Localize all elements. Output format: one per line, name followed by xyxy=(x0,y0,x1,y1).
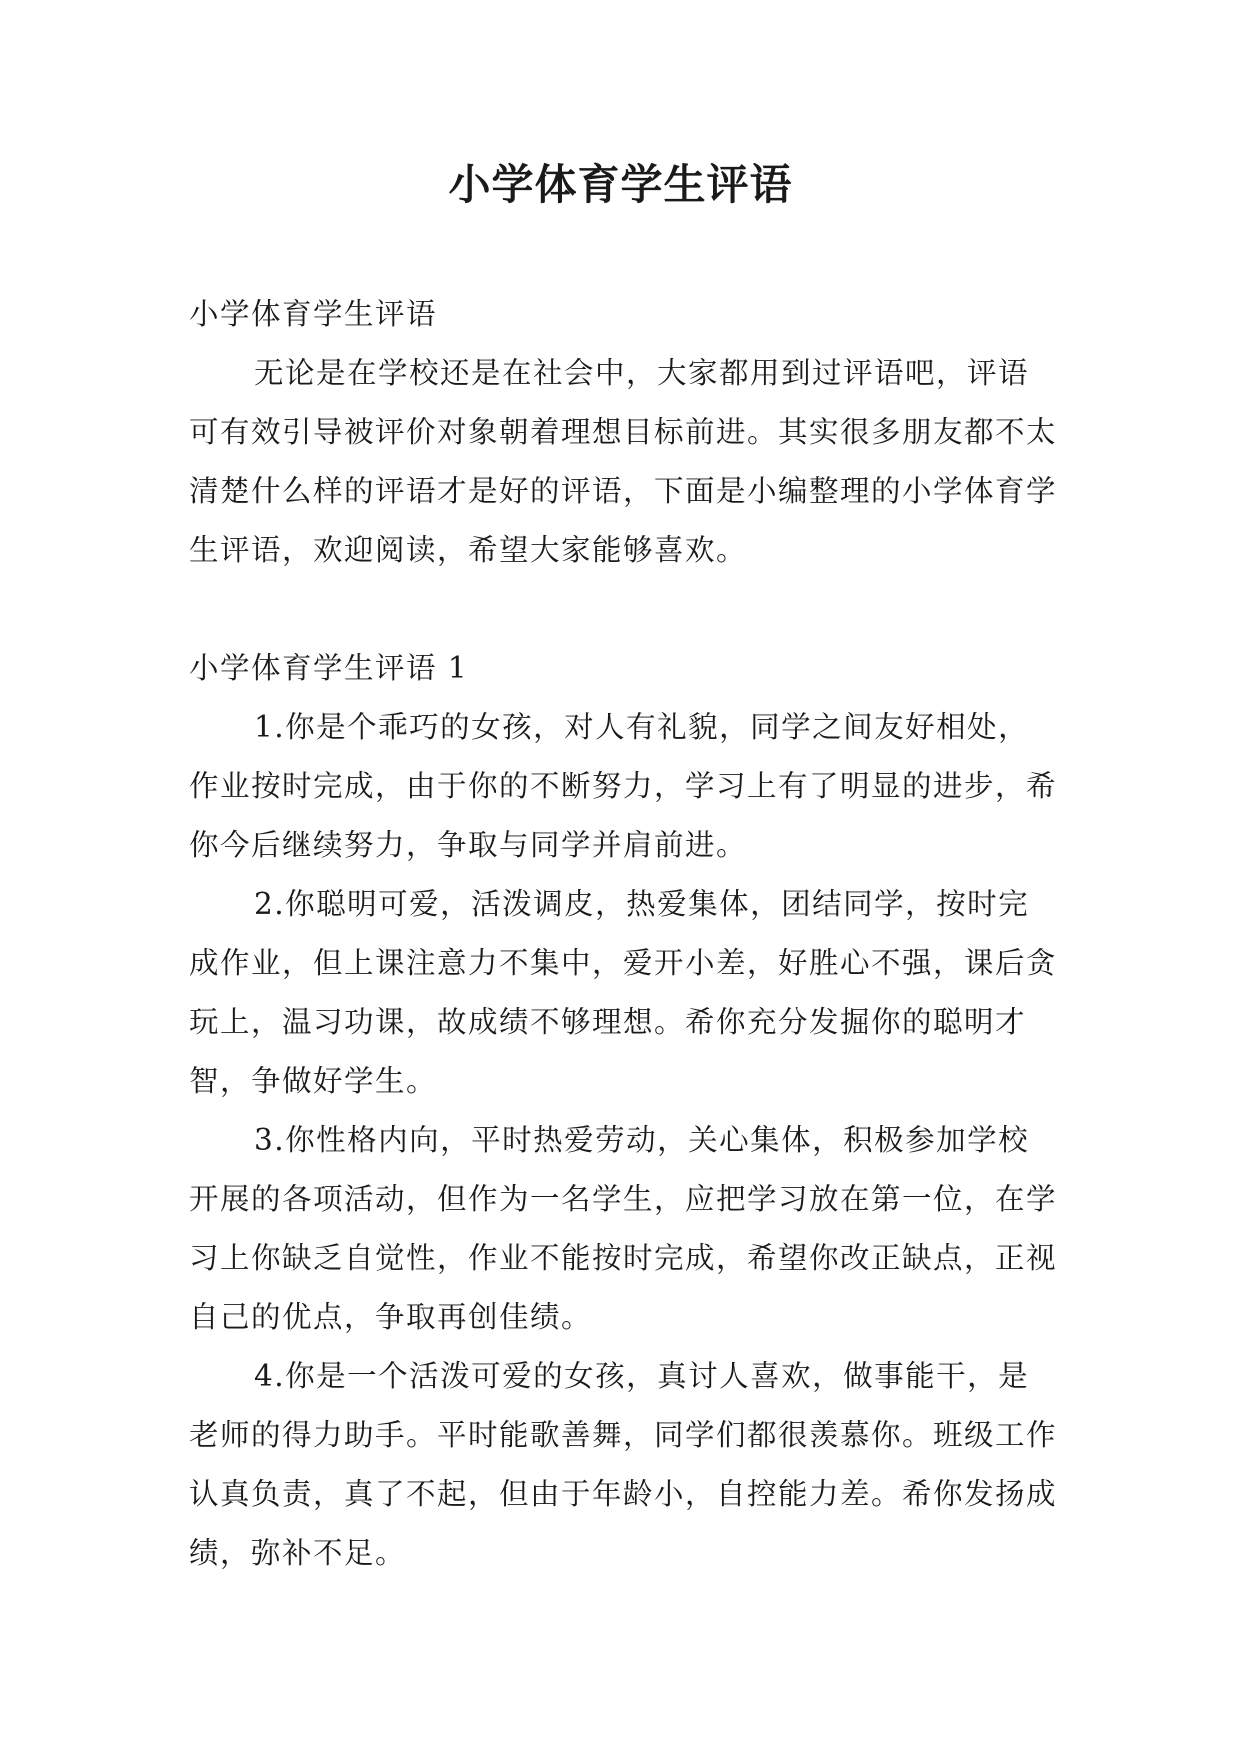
comment-item-1: 1.你是个乖巧的女孩，对人有礼貌，同学之间友好相处，作业按时完成，由于你的不断努力，学习上有了明显的进步，希你今后继续努力，争取与同学并肩前进。 xyxy=(189,710,1058,862)
document-body xyxy=(189,285,1059,1583)
paragraph-spacer xyxy=(189,580,1059,639)
section-heading: 小学体育学生评语 1 xyxy=(189,651,469,685)
comment-item-4: 4.你是一个活泼可爱的女孩，真讨人喜欢，做事能干，是老师的得力助手。平时能歌善舞，同学们都很羡慕你。班级工作认真负责，真了不起，但由于年龄小，自控能力差。希你发扬成绩，弥补不足。 xyxy=(189,1359,1058,1570)
comment-item-3: 3.你性格内向，平时热爱劳动，关心集体，积极参加学校开展的各项活动，但作为一名学生，应把学习放在第一位，在学习上你缺乏自觉性，作业不能按时完成，希望你改正缺点，正视自己的优点，争取再创佳绩。 xyxy=(189,1123,1058,1334)
intro-paragraph: 无论是在学校还是在社会中，大家都用到过评语吧，评语可有效引导被评价对象朝着理想目标前进。其实很多朋友都不太清楚什么样的评语才是好的评语，下面是小编整理的小学体育学生评语，欢迎阅读，希望大家能够喜欢。 xyxy=(189,356,1058,567)
subtitle: 小学体育学生评语 xyxy=(189,297,438,331)
document-title: 小学体育学生评语 xyxy=(448,160,793,209)
comment-item-2: 2.你聪明可爱，活泼调皮，热爱集体，团结同学，按时完成作业，但上课注意力不集中，爱开小差，好胜心不强，课后贪玩上，温习功课，故成绩不够理想。希你充分发掘你的聪明才智，争做好学生。 xyxy=(189,887,1058,1098)
